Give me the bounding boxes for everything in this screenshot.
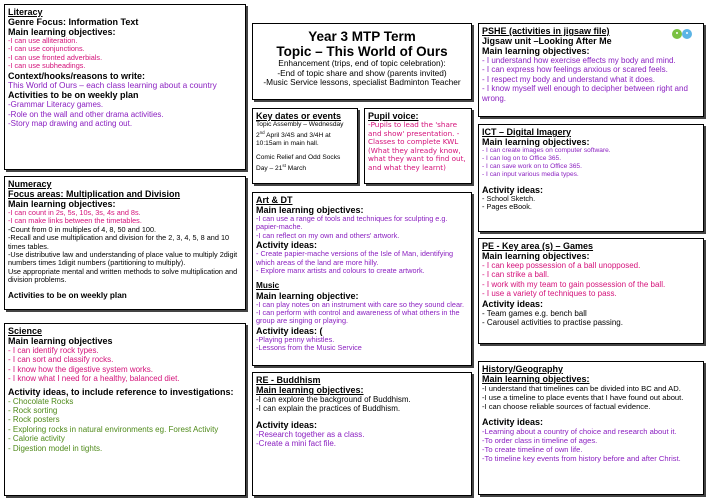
literacy-activity: -Role on the wall and other drama activities. xyxy=(8,109,164,119)
literacy-context-heading: Context/hooks/reasons to write: xyxy=(8,70,146,81)
history-objective: -I understand that timelines can be divided into BC and AD. xyxy=(482,384,681,393)
ict-objective: - I can save work on to Office 365. xyxy=(482,163,582,170)
music-objectives-heading: Main learning objective: xyxy=(256,290,359,301)
science-objectives-heading: Main learning objectives xyxy=(8,336,113,346)
re-title: RE - Buddhism xyxy=(256,375,321,385)
numeracy-objective: -Recall and use multiplication and division for the 2, 3, 4, 5, 8 and 10 times tables. xyxy=(8,233,230,251)
pshe-box xyxy=(478,23,704,117)
topic-title: Topic – This World of Ours xyxy=(276,44,448,59)
literacy-objective: -I can use conjunctions. xyxy=(8,44,85,54)
literacy-activity: -Grammar Literacy games. xyxy=(8,100,104,110)
literacy-title: Literacy xyxy=(8,7,43,17)
key-dates-line: 10:15am in main hall. xyxy=(256,140,319,148)
enhancement-heading: Enhancement (trips, end of topic celebration): xyxy=(278,58,446,68)
literacy-box xyxy=(4,4,246,170)
term-title: Year 3 MTP Term xyxy=(308,29,416,44)
literacy-activities-heading: Activities to be on weekly plan xyxy=(8,90,139,101)
literacy-genre: Genre Focus: Information Text xyxy=(8,17,139,27)
pshe-unit: Jigsaw unit –Looking After Me xyxy=(482,36,612,46)
ict-objectives-heading: Main learning objectives: xyxy=(482,137,590,147)
numeracy-objectives-heading: Main learning objectives: xyxy=(8,199,116,209)
science-activity: - Digestion model in tights. xyxy=(8,443,103,453)
art-activity: - Explore manx artists and colours to create artwork. xyxy=(256,266,425,276)
music-activities-heading: Activity ideas: ( xyxy=(256,325,323,336)
pshe-objective: - I understand how exercise effects my body and mind. xyxy=(482,56,676,65)
art-objectives-heading: Main learning objectives: xyxy=(256,205,364,215)
re-activities-heading: Activity ideas: xyxy=(256,419,318,430)
key-dates-line: Day – 21st March xyxy=(256,163,307,173)
ict-objective: - I can log on to Office 365. xyxy=(482,155,562,162)
ict-box xyxy=(478,124,704,232)
ict-title: ICT – Digital Imagery xyxy=(482,127,572,137)
pupil-voice-text: -Pupils to lead the 'share and show' presentation. -Classes to complete KWL (What they already know, what they want to find out, and what they learnt) xyxy=(368,120,466,172)
pe-box xyxy=(478,238,704,344)
science-activity: - Exploring rocks in natural environments eg. Forest Activity xyxy=(8,424,219,434)
pe-title: PE - Key area (s) – Games xyxy=(482,241,594,251)
pe-activity: - Team games e.g. bench ball xyxy=(482,308,587,318)
history-activity: -Learning about a country of choice and research about it. xyxy=(482,427,677,436)
science-activities-heading: Activity ideas, to include reference to investigations: xyxy=(8,386,234,397)
key-dates-line: Comic Relief and Odd Socks xyxy=(256,154,341,162)
music-objective: -I can play notes on an instrument with care so they sound clear. xyxy=(256,299,465,309)
pe-objective: - I can strike a ball. xyxy=(482,270,550,280)
pshe-title: PSHE (activities in jigsaw file) xyxy=(482,26,610,36)
music-activity: -Playing penny whistles. xyxy=(256,334,335,344)
literacy-objective: -I can use fronted adverbials. xyxy=(8,52,103,62)
jigsaw-mascot-icon xyxy=(669,26,695,42)
literacy-activity: -Story map drawing and acting out. xyxy=(8,119,133,129)
literacy-objective: -I can use alliteration. xyxy=(8,36,78,45)
pe-objective: - I can keep possession of a ball unopposed. xyxy=(482,261,641,270)
pshe-objective: - I know myself well enough to decipher between right and wrong. xyxy=(482,84,688,103)
ict-activities-heading: Activity ideas: xyxy=(482,185,544,195)
history-activity: -To create timeline of own life. xyxy=(482,445,583,454)
pshe-objectives-heading: Main learning objectives: xyxy=(482,46,590,56)
pe-activities-heading: Activity ideas: xyxy=(482,298,544,309)
literacy-objective: -I can use subheadings. xyxy=(8,61,86,71)
art-activities-heading: Activity ideas: xyxy=(256,240,318,251)
pe-objective: - I work with my team to gain possession of the ball. xyxy=(482,279,666,289)
re-objective: -I can explain the practices of Buddhism. xyxy=(256,404,401,414)
science-box xyxy=(4,323,246,496)
ict-objective: - I can create images on computer software. xyxy=(482,147,611,154)
key-dates-title: Key dates or events xyxy=(256,111,342,121)
history-activities-heading: Activity ideas: xyxy=(482,417,544,427)
numeracy-objective: -I can make links between the timetables. xyxy=(8,216,142,226)
key-dates-box xyxy=(252,108,358,184)
enhancement-item: -End of topic share and show (parents invited) xyxy=(277,67,447,78)
numeracy-objective: -Count from 0 in multiples of 4, 8, 50 and 100. xyxy=(8,224,157,234)
history-objective: -I use a timeline to place events that I have found out about. xyxy=(482,393,684,402)
music-title: Music xyxy=(256,281,280,291)
history-activity: -To order class in timeline of ages. xyxy=(482,436,598,445)
numeracy-box xyxy=(4,176,246,310)
pe-activity: - Carousel activities to practise passing. xyxy=(482,318,623,328)
key-dates-line: 2nd April 3/4S and 3/4H at xyxy=(256,130,331,140)
re-activity: -Research together as a class. xyxy=(256,429,365,439)
re-activity: -Create a mini fact file. xyxy=(256,439,337,449)
term-title-box xyxy=(252,23,472,100)
science-objective: - I can identify rock types. xyxy=(8,346,99,355)
music-objective: -I can perform with control and awareness of what others in the group are singing or playing. xyxy=(256,308,460,326)
re-box xyxy=(252,372,472,496)
art-music-box xyxy=(252,192,472,366)
numeracy-objective: -I can count in 2s, 5s, 10s, 3s, 4s and 8s. xyxy=(8,208,141,217)
science-activity: - Calorie activity xyxy=(8,434,65,444)
history-objective: -I can choose reliable sources of factual evidence. xyxy=(482,402,651,411)
re-objectives-heading: Main learning objectives: xyxy=(256,385,364,395)
pshe-objective: - I respect my body and understand what it does. xyxy=(482,74,655,84)
key-dates-line: Topic Assembly – Wednesday xyxy=(256,121,344,128)
pshe-objective: - I can express how feelings anxious or scared feels. xyxy=(482,65,668,75)
art-objective: -I can use a range of tools and techniques for sculpting e.g. papier-mache. xyxy=(256,214,448,232)
history-objectives-heading: Main learning objectives: xyxy=(482,374,590,384)
ict-activity: - Pages eBook. xyxy=(482,202,532,212)
numeracy-title: Numeracy xyxy=(8,179,52,189)
art-activity: - Create papier-mache versions of the Isle of Man, identifying which areas of the land are more hilly. xyxy=(256,249,454,267)
history-title: History/Geography xyxy=(482,364,564,374)
science-objective: - I know what I need for a healthy, balanced diet. xyxy=(8,374,180,384)
history-activity: -To timeline key events from history before and after Christ. xyxy=(482,454,681,463)
re-objective: -I can explore the background of Buddhism. xyxy=(256,395,411,404)
science-objective: - I can sort and classify rocks. xyxy=(8,355,114,365)
numeracy-focus: Focus areas: Multiplication and Division xyxy=(8,189,181,199)
ict-activity: - School Sketch. xyxy=(482,194,536,203)
science-activity: - Rock sorting xyxy=(8,406,58,416)
pupil-voice-title: Pupil voice: xyxy=(368,111,419,121)
science-title: Science xyxy=(8,326,43,336)
science-activity: - Chocolate Rocks xyxy=(8,396,74,406)
art-objective: -I can reflect on my own and others' artwork. xyxy=(256,230,400,240)
numeracy-objective: -Use distributive law and understanding of place value to multiply 2digit numbers times 1digit numbers (partitioning to multiply). xyxy=(8,250,238,268)
pe-objective: - I use a variety of techniques to pass. xyxy=(482,289,617,299)
literacy-context: This World of Ours – each class learning about a country xyxy=(8,79,217,90)
ict-objective: - I can input various media types. xyxy=(482,171,579,178)
science-activity: - Rock posters xyxy=(8,415,60,425)
history-box xyxy=(478,361,704,495)
music-activity: -Lessons from the Music Service xyxy=(256,343,362,353)
science-objective: - I know how the digestive system works. xyxy=(8,364,153,374)
enhancement-item: -Music Service lessons, specialist Badminton Teacher xyxy=(263,77,461,88)
numeracy-objective: Use appropriate mental and written methods to solve multiplication and division problems. xyxy=(8,266,238,285)
literacy-objectives-heading: Main learning objectives: xyxy=(8,27,116,37)
numeracy-activities-heading: Activities to be on weekly plan xyxy=(8,290,127,300)
pe-objectives-heading: Main learning objectives: xyxy=(482,251,590,261)
art-title: Art & DT xyxy=(256,195,293,205)
pupil-voice-box xyxy=(364,108,472,184)
